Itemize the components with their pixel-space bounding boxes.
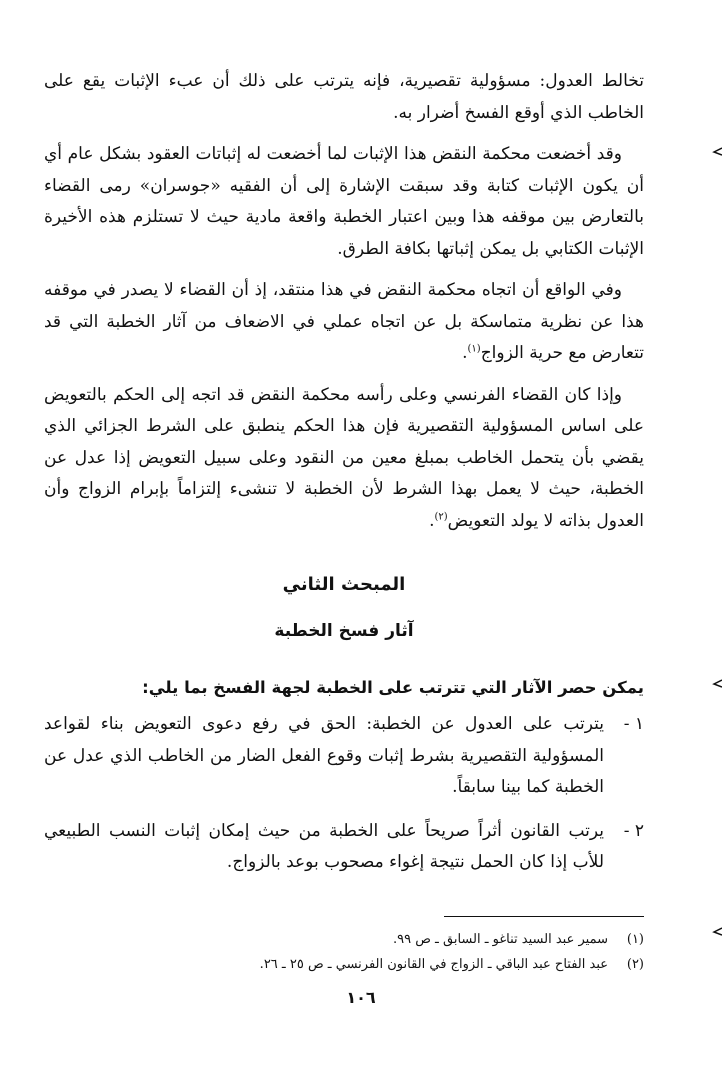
footnote-ref-1: (١) <box>467 343 481 355</box>
paragraph-3 <box>44 275 644 370</box>
paragraph-2: وقد أخضعت محكمة النقض هذا الإثبات لما أخضعت له إثباتات العقود بشكل عام أي أن يكون الإثبات كتابة وقد سبقت الإشارة إلى أن الفقيه «جوسران» رمى القضاء بالتعارض بين موقفه هذا وبين اعتبار الخطبة واقعة مادية حيث لا تستلزم هذه الأخيرة الإثبات الكتابي بل يمكن إثباتها بكافة الطرق. <box>44 144 644 259</box>
list-item-number: ١ - <box>623 714 644 734</box>
paragraph-3-end: . <box>462 343 468 363</box>
page-body <box>44 66 644 891</box>
list-item <box>44 709 644 804</box>
footnote <box>44 927 644 952</box>
list-item <box>44 816 644 879</box>
paragraph-1: تخالط العدول: مسؤولية تقصيرية، فإنه يترتب على ذلك أن عبء الإثبات يقع على الخاطب الذي أوقع الفسخ أضرار به. <box>44 71 644 123</box>
margin-mark-icon <box>712 926 722 940</box>
paragraph-4-end: . <box>429 510 435 531</box>
lead-sentence: يمكن حصر الآثار التي تترتب على الخطبة لجهة الفسخ بما يلي: <box>142 678 644 697</box>
section-heading: المبحث الثاني <box>282 574 406 595</box>
paragraph-4 <box>44 380 644 538</box>
footnote-text: سمير عبد السيد تناغو ـ السابق ـ ص ٩٩. <box>392 932 608 947</box>
footnote-text: عبد الفتاح عبد الباقي ـ الزواج في القانون الفرنسي ـ ص ٢٥ ـ ٢٦. <box>259 957 608 972</box>
paragraph-4-text: وإذا كان القضاء الفرنسي وعلى رأسه محكمة النقض قد اتجه إلى الحكم بالتعويض على اساس المسؤولية التقصيرية فإن هذا الحكم ينطبق على الشرط الجزائي الذي يقضي بأن يتحمل الخاطب بمبلغ معين من النقود وعلى سبيل التعويض إذا عدل عن الخطبة، حيث لا يعمل بهذا الشرط لأن الخطبة لا تنشىء إلتزاماً بإبرام الزواج وأن العدول بذاته لا يولد التعويض <box>44 384 644 531</box>
footnote <box>44 952 644 977</box>
list-item-number: ٢ - <box>623 820 644 841</box>
list-item-text: يترتب على العدول عن الخطبة: الحق في رفع دعوى التعويض بناء لقواعد المسؤولية التقصيرية بشرط إثبات وقوع الفعل الضار من الخاطب الذي عدل عن الخطبة كما بينا سابقاً. <box>44 714 604 797</box>
page-number: ١٠٦ <box>346 988 376 1007</box>
list-item-text: يرتب القانون أثراً صريحاً على الخطبة من حيث إمكان إثبات النسب الطبيعي للأب إذا كان الحمل نتيجة إغواء مصحوب بوعد بالزواج. <box>44 820 604 872</box>
footnote-number: (٢) <box>626 957 644 972</box>
section-title: آثار فسخ الخطبة <box>274 621 414 641</box>
paragraph-3-text: وفي الواقع أن اتجاه محكمة النقض في هذا منتقد، إذ أن القضاء لا يصدر في موقفه هذا عن نظرية متماسكة بل عن اتجاه عملي في الاضعاف من آثار الخطبة التي قد تتعارض مع حرية الزواج <box>44 280 644 363</box>
margin-mark-icon <box>712 146 722 160</box>
margin-mark-icon <box>712 678 722 692</box>
footnote-divider <box>444 916 644 917</box>
footnote-ref-2: (٢) <box>434 510 448 522</box>
footnote-number: (١) <box>626 932 644 947</box>
footnotes <box>44 916 644 977</box>
